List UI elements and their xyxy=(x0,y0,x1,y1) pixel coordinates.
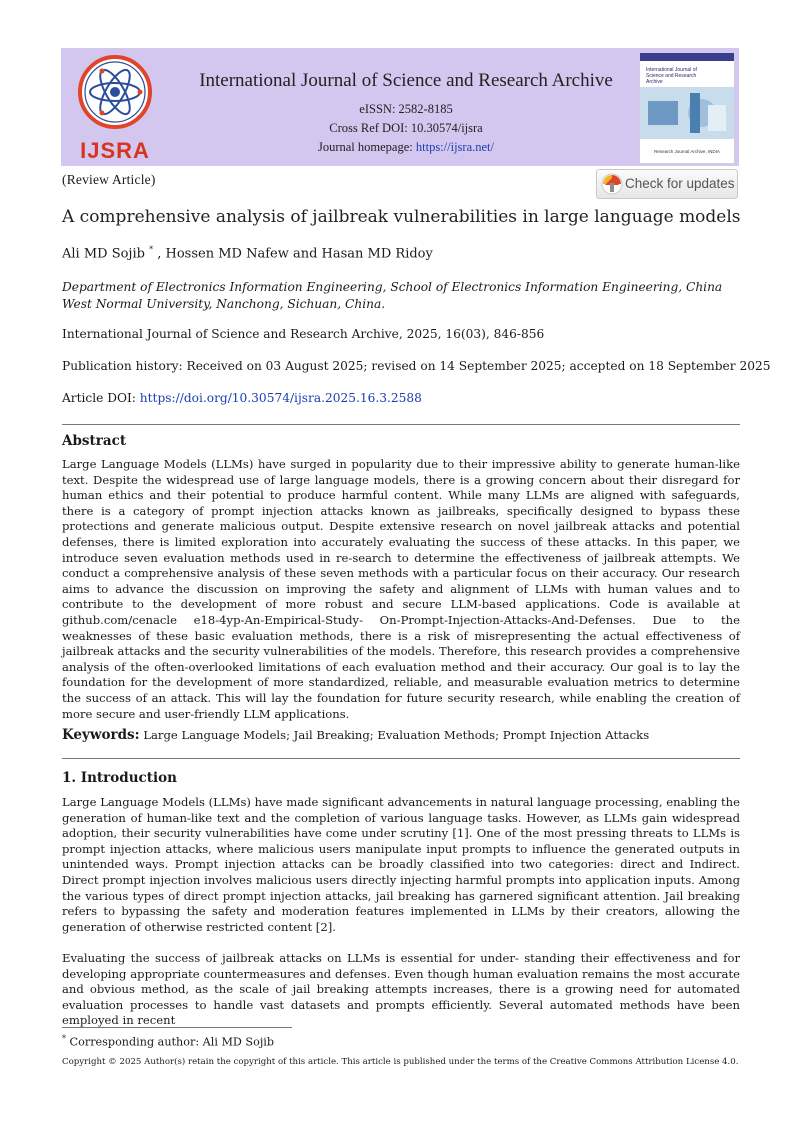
abstract-bottom-rule xyxy=(62,758,740,759)
article-title: A comprehensive analysis of jailbreak vulnerabilities in large language models xyxy=(62,207,741,227)
article-doi xyxy=(62,391,422,405)
abstract-top-rule xyxy=(62,424,740,425)
abstract-text: Large Language Models (LLMs) have surged in popularity due to their impressive ability to generate human-like text. Despite the widespread use of large language models, there is a growing concern about their disregard for human ethics and their potential to produce harmful content. While many LLMs are aligned with safeguards, there is a category of prompt injection attacks known as jailbreaks, specifically designed to bypass these protections and generate malicious output. Despite extensive research on novel jailbreak attacks and potential defenses, there is limited exploration into accurately evaluating the success of these attacks. In this paper, we introduce seven evaluation methods used in re-search to determine the effectiveness of jailbreak attempts. We conduct a comprehensive analysis of these seven methods with a particular focus on their accuracy. Our research aims to advance the discussion on improving the safety and alignment of LLMs with human values and to contribute to the development of more robust and secure LLM-based applications. Code is available at github.com/cenacle e18-4yp-An-Empirical-Study- On-Prompt-Injection-Attacks-And-Defenses. Due to the weaknesses of these basic evaluation methods, there is a risk of misrepresenting the actual effectiveness of jailbreak attacks and the security vulnerabilities of the models. Therefore, this research provides a comprehensive analysis of the often-overlooked limitations of each evaluation method and their accuracy. Our goal is to lay the foundation for the development of more standardized, reliable, and measurable evaluation metrics to determine the success of an attack. This will lay the foundation for future security research, while enabling the creation of more secure and user-friendly LLM applications. xyxy=(62,457,740,721)
footnote-text: Corresponding author: Ali MD Sojib xyxy=(66,1035,275,1049)
copyright-notice: Copyright © 2025 Author(s) retain the copyright of this article. This article is published under the terms of the Creative Commons Attribution License 4.0. xyxy=(62,1057,739,1067)
footnote-rule xyxy=(62,1027,292,1028)
keywords-text: Large Language Models; Jail Breaking; Evaluation Methods; Prompt Injection Attacks xyxy=(139,728,650,742)
keywords xyxy=(62,727,649,743)
journal-homepage xyxy=(181,140,631,155)
homepage-label: Journal homepage: xyxy=(317,140,416,154)
doi-label: Article DOI: xyxy=(62,391,140,405)
cover-footer: Research Journal Archive, INDIA xyxy=(654,149,720,154)
article-type: (Review Article) xyxy=(62,172,156,187)
cover-title: International Journal of Science and Research Archive xyxy=(646,67,697,85)
crossref-doi: Cross Ref DOI: 10.30574/ijsra xyxy=(329,121,483,135)
journal-cover xyxy=(639,52,735,164)
abstract-heading: Abstract xyxy=(62,433,127,449)
doi-link[interactable]: https://doi.org/10.30574/ijsra.2025.16.3.2588 xyxy=(139,391,422,405)
homepage-link[interactable]: https://ijsra.net/ xyxy=(415,140,494,154)
eissn: eISSN: 2582-8185 xyxy=(359,102,453,116)
publication-history: Publication history: Received on 03 August 2025; revised on 14 September 2025; accepted on 18 September 2025 xyxy=(62,359,771,373)
intro-heading: 1. Introduction xyxy=(62,770,177,786)
journal-header xyxy=(61,48,739,166)
corresponding-mark: * xyxy=(149,245,154,254)
citation: International Journal of Science and Research Archive, 2025, 16(03), 846-856 xyxy=(62,327,545,341)
cover-image-icon xyxy=(640,87,734,139)
journal-title: International Journal of Science and Research Archive xyxy=(199,70,613,91)
corresponding-author-note xyxy=(62,1034,274,1049)
check-for-updates-button[interactable] xyxy=(596,169,738,199)
keywords-label: Keywords: xyxy=(62,727,140,743)
check-updates-icon xyxy=(601,173,623,195)
intro-paragraph-1: Large Language Models (LLMs) have made significant advancements in natural language processing, enabling the generation of human-like text and the completion of various language tasks. However, as LLMs gain widespread adoption, their security vulnerabilities have come under scrutiny [1]. One of the most pressing threats to LLMs is prompt injection attacks, where malicious users manipulate input prompts to influence the generated outputs in unintended ways. Prompt injection attacks can be broadly classified into two categories: direct and Indirect. Direct prompt injection involves malicious users directly injecting harmful prompts into application inputs. Among the various types of direct prompt injection attacks, jail breaking has garnered significant attention. Jail breaking refers to bypassing the safety and moderation features implemented in LLMs by their creators, allowing the generation of otherwise restricted content [2]. xyxy=(62,795,740,934)
logo-text: IJSRA xyxy=(80,138,150,163)
footnote-mark: * xyxy=(62,1034,66,1043)
authors xyxy=(62,245,433,261)
affiliation: Department of Electronics Information Engineering, School of Electronics Information Engineering, China West Normal University, Nanchong, Sichuan, China. xyxy=(62,280,723,311)
first-author: Ali MD Sojib xyxy=(62,246,145,262)
other-authors: , Hossen MD Nafew and Hasan MD Ridoy xyxy=(157,246,433,262)
intro-paragraph-2: Evaluating the success of jailbreak attacks on LLMs is essential for under- standing their effectiveness and for developing appropriate countermeasures and defenses. Even though human evaluation remains the most accurate and obvious method, as the scale of jail breaking attempts increases, there is a growing need for automated evaluation processes to handle vast datasets and prompts efficiently. Several automated methods have been employed in recent xyxy=(62,951,740,1028)
check-updates-label: Check for updates xyxy=(625,176,735,191)
journal-logo xyxy=(73,54,157,162)
